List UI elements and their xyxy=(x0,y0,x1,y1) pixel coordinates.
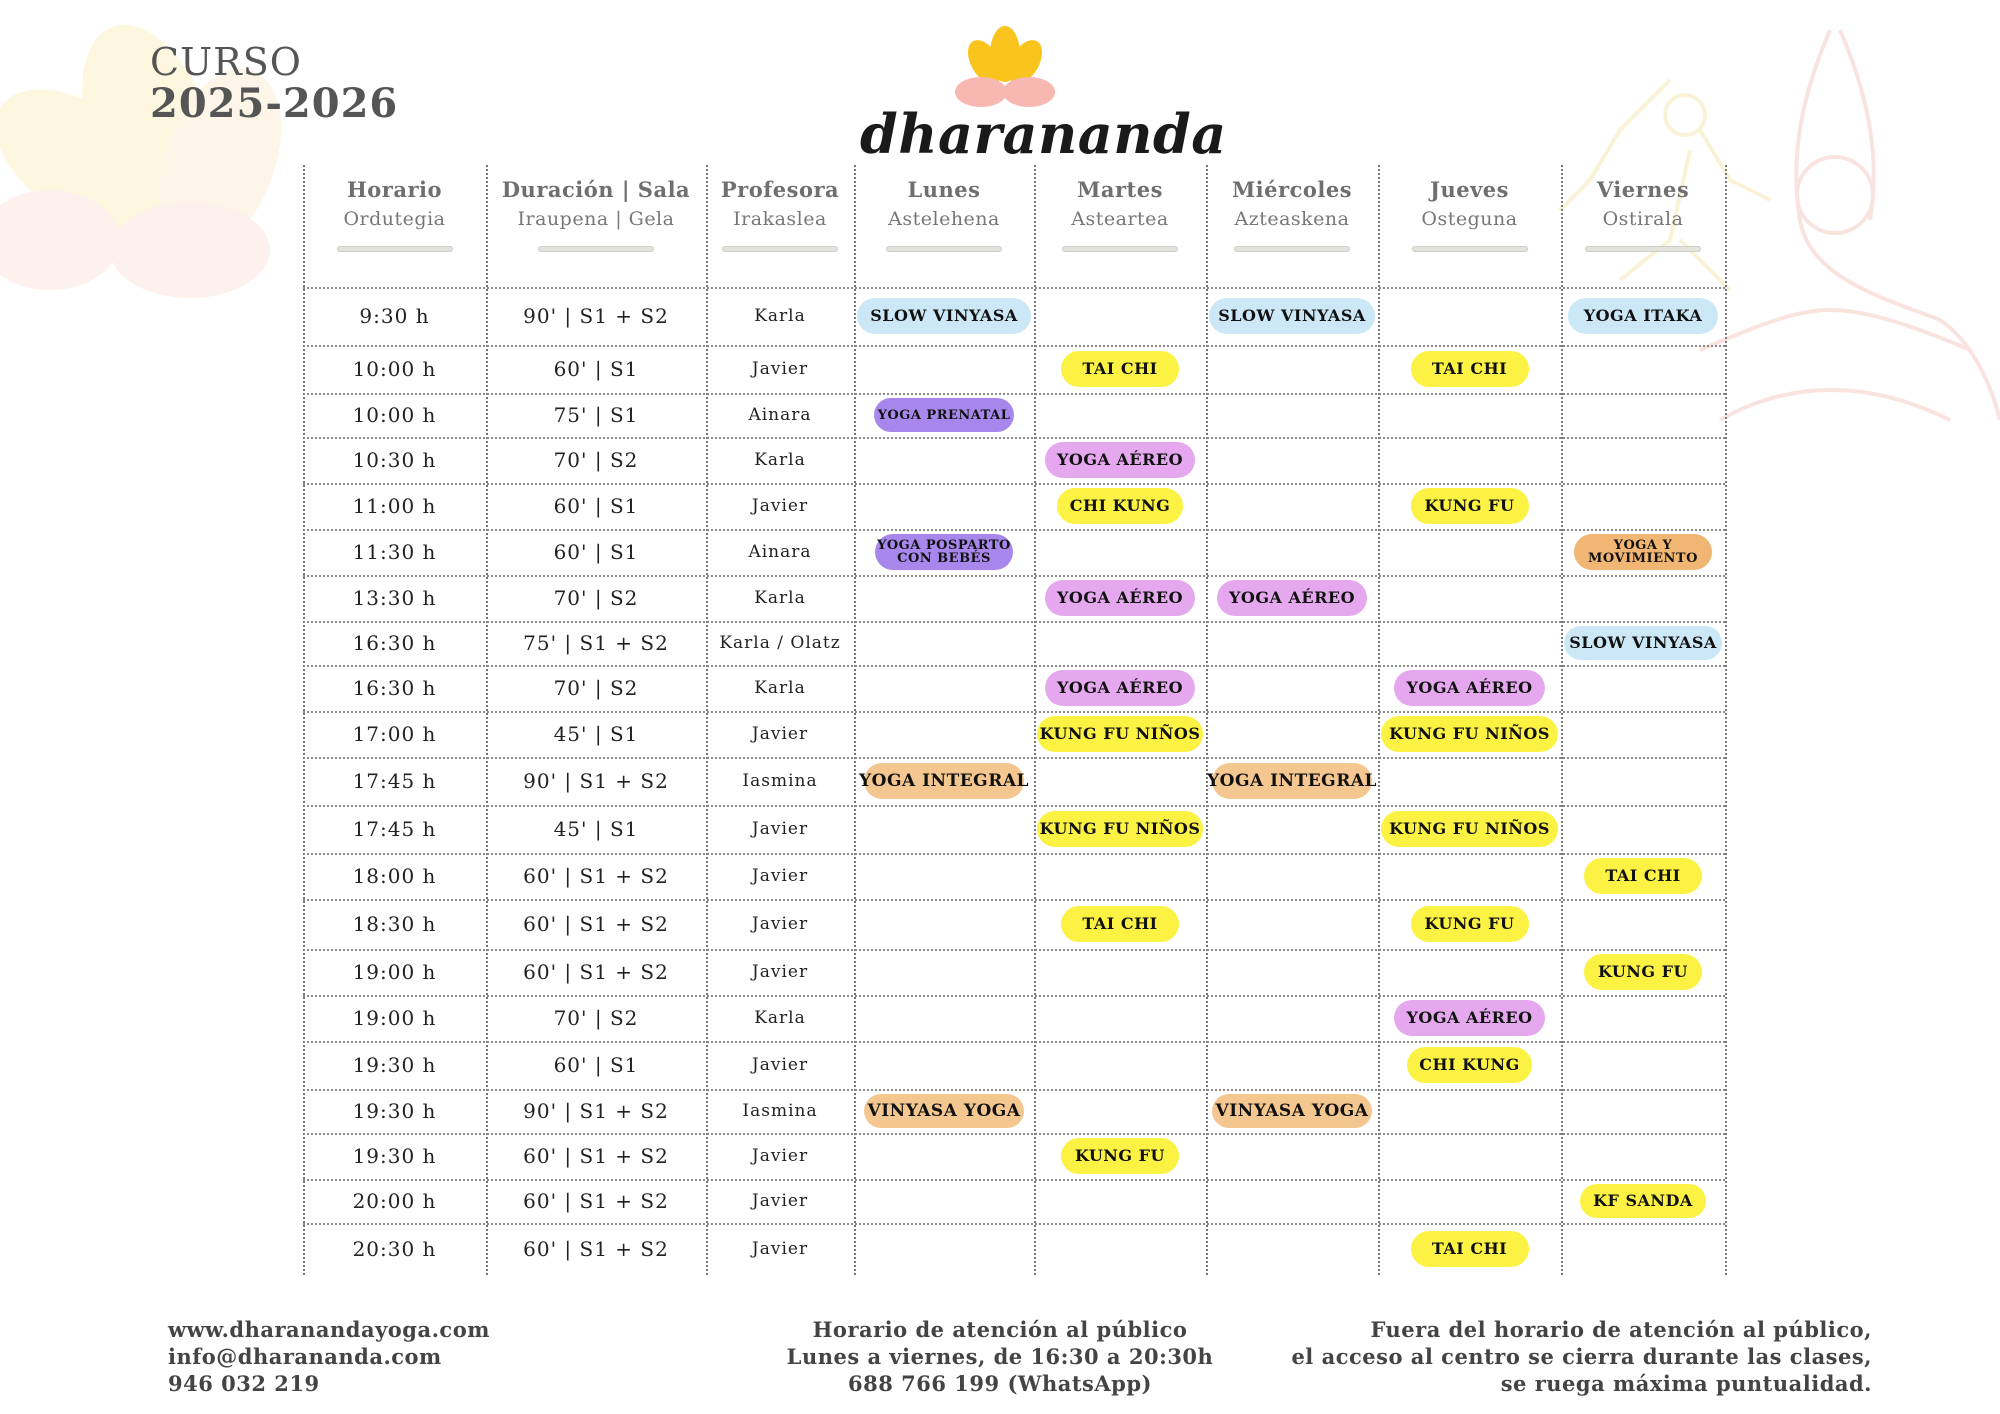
duration-cell: 60' | S1 xyxy=(553,357,639,381)
class-pill: TAI CHI xyxy=(1061,906,1179,942)
time-cell: 10:00 h xyxy=(352,357,437,381)
schedule-table xyxy=(303,165,1725,1275)
time-cell: 19:30 h xyxy=(352,1144,437,1168)
duration-cell: 45' | S1 xyxy=(553,817,639,841)
duration-cell: 75' | S1 xyxy=(553,403,639,427)
class-pill: KUNG FU NIÑOS xyxy=(1037,716,1203,752)
column-header-title: Horario xyxy=(346,177,443,202)
class-pill: VINYASA YOGA xyxy=(1212,1094,1372,1128)
duration-cell: 70' | S2 xyxy=(553,448,639,472)
duration-cell: 70' | S2 xyxy=(553,586,639,610)
column-header-underline xyxy=(1234,246,1350,252)
teacher-cell: Javier xyxy=(751,496,809,516)
duration-cell: 60' | S1 + S2 xyxy=(523,912,669,936)
column-header-subtitle: Osteguna xyxy=(1421,208,1518,230)
footer-phone: 946 032 219 xyxy=(168,1371,320,1396)
time-cell: 16:30 h xyxy=(352,676,437,700)
column-header-title: Miércoles xyxy=(1231,177,1353,202)
class-pill: KUNG FU xyxy=(1061,1138,1179,1174)
duration-cell: 70' | S2 xyxy=(553,676,639,700)
time-cell: 11:00 h xyxy=(352,494,437,518)
column-header xyxy=(706,177,854,252)
time-cell: 11:30 h xyxy=(352,540,437,564)
footer-website[interactable]: www.dharanandayoga.com xyxy=(168,1317,490,1342)
column-header xyxy=(486,177,706,252)
footer-notice-line-2: el acceso al centro se cierra durante las clases, xyxy=(1291,1344,1872,1369)
time-cell: 18:00 h xyxy=(352,864,437,888)
duration-cell: 60' | S1 + S2 xyxy=(523,1237,669,1261)
class-pill: SLOW VINYASA xyxy=(857,298,1031,334)
class-pill: KUNG FU NIÑOS xyxy=(1037,811,1203,847)
brand-logo xyxy=(860,18,1227,166)
footer-hours-title: Horario de atención al público xyxy=(812,1317,1188,1342)
teacher-cell: Javier xyxy=(751,1055,809,1075)
class-pill: YOGA Y MOVIMIENTO xyxy=(1574,534,1712,570)
time-cell: 17:45 h xyxy=(352,769,437,793)
teacher-cell: Iasmina xyxy=(742,771,818,791)
class-pill: YOGA POSPARTO CON BEBÉS xyxy=(875,534,1013,570)
class-pill: TAI CHI xyxy=(1411,351,1529,387)
teacher-cell: Javier xyxy=(751,819,809,839)
time-cell: 17:45 h xyxy=(352,817,437,841)
duration-cell: 90' | S1 + S2 xyxy=(523,1099,669,1123)
course-label: CURSO xyxy=(150,40,302,84)
teacher-cell: Ainara xyxy=(748,542,812,562)
class-pill: YOGA AÉREO xyxy=(1394,670,1545,706)
duration-cell: 60' | S1 + S2 xyxy=(523,864,669,888)
class-pill: SLOW VINYASA xyxy=(1209,298,1375,334)
duration-cell: 45' | S1 xyxy=(553,722,639,746)
teacher-cell: Karla xyxy=(754,678,806,698)
class-pill: YOGA INTEGRAL xyxy=(864,763,1024,799)
teacher-cell: Karla / Olatz xyxy=(719,633,841,653)
column-header xyxy=(854,177,1034,252)
class-pill: YOGA AÉREO xyxy=(1217,580,1368,616)
footer-whatsapp: 688 766 199 (WhatsApp) xyxy=(848,1371,1152,1396)
column-divider xyxy=(1725,165,1727,1275)
column-header-subtitle: Ordutegia xyxy=(343,208,446,230)
teacher-cell: Javier xyxy=(751,1146,809,1166)
teacher-cell: Javier xyxy=(751,1191,809,1211)
class-pill: YOGA ITAKA xyxy=(1568,298,1719,334)
class-pill: TAI CHI xyxy=(1411,1231,1529,1267)
column-header-subtitle: Iraupena | Gela xyxy=(517,208,675,230)
teacher-cell: Javier xyxy=(751,724,809,744)
class-pill: TAI CHI xyxy=(1584,858,1702,894)
class-pill: YOGA AÉREO xyxy=(1045,442,1196,478)
column-header xyxy=(1034,177,1206,252)
duration-cell: 60' | S1 xyxy=(553,540,639,564)
class-pill: SLOW VINYASA xyxy=(1564,626,1722,660)
class-pill: KF SANDA xyxy=(1580,1184,1706,1218)
column-header-subtitle: Azteaskena xyxy=(1234,208,1350,230)
duration-cell: 90' | S1 + S2 xyxy=(523,769,669,793)
duration-cell: 60' | S1 + S2 xyxy=(523,1189,669,1213)
teacher-cell: Karla xyxy=(754,588,806,608)
column-header-title: Martes xyxy=(1077,177,1163,202)
column-header xyxy=(303,177,486,252)
time-cell: 20:30 h xyxy=(352,1237,437,1261)
time-cell: 9:30 h xyxy=(359,304,430,328)
teacher-cell: Karla xyxy=(754,306,806,326)
class-pill: YOGA AÉREO xyxy=(1045,670,1196,706)
column-divider xyxy=(854,165,856,1275)
teacher-cell: Iasmina xyxy=(742,1101,818,1121)
class-pill: KUNG FU xyxy=(1584,954,1702,990)
footer-notice-line-1: Fuera del horario de atención al público, xyxy=(1370,1317,1872,1342)
time-cell: 10:00 h xyxy=(352,403,437,427)
column-header-subtitle: Asteartea xyxy=(1071,208,1169,230)
column-header-underline xyxy=(1062,246,1178,252)
class-pill: CHI KUNG xyxy=(1057,488,1183,524)
class-pill: YOGA PRENATAL xyxy=(874,398,1014,432)
column-divider xyxy=(1378,165,1380,1275)
column-divider xyxy=(1034,165,1036,1275)
column-header-title: Viernes xyxy=(1596,177,1690,202)
time-cell: 13:30 h xyxy=(352,586,437,610)
column-divider xyxy=(1561,165,1563,1275)
duration-cell: 90' | S1 + S2 xyxy=(523,304,669,328)
class-pill: KUNG FU NIÑOS xyxy=(1381,811,1558,847)
column-header-underline xyxy=(1412,246,1528,252)
time-cell: 20:00 h xyxy=(352,1189,437,1213)
teacher-cell: Ainara xyxy=(748,405,812,425)
course-year: 2025-2026 xyxy=(150,80,399,127)
column-header-underline xyxy=(538,246,654,252)
footer-notice-line-3: se ruega máxima puntualidad. xyxy=(1500,1371,1872,1396)
teacher-cell: Javier xyxy=(751,1239,809,1259)
class-pill: KUNG FU xyxy=(1411,488,1529,524)
column-header-title: Lunes xyxy=(907,177,981,202)
class-pill: TAI CHI xyxy=(1061,351,1179,387)
teacher-cell: Javier xyxy=(751,866,809,886)
column-header-underline xyxy=(722,246,838,252)
class-pill: YOGA AÉREO xyxy=(1394,1000,1545,1036)
column-header xyxy=(1561,177,1725,252)
teacher-cell: Javier xyxy=(751,962,809,982)
class-pill: VINYASA YOGA xyxy=(864,1094,1024,1128)
brand-name: dharananda xyxy=(860,102,1227,166)
time-cell: 19:30 h xyxy=(352,1053,437,1077)
column-header xyxy=(1378,177,1561,252)
teacher-cell: Karla xyxy=(754,1008,806,1028)
time-cell: 19:00 h xyxy=(352,1006,437,1030)
column-header-underline xyxy=(1585,246,1701,252)
time-cell: 19:00 h xyxy=(352,960,437,984)
class-pill: YOGA AÉREO xyxy=(1045,580,1196,616)
column-header-subtitle: Astelehena xyxy=(888,208,1000,230)
teacher-cell: Javier xyxy=(751,359,809,379)
duration-cell: 60' | S1 xyxy=(553,494,639,518)
duration-cell: 60' | S1 xyxy=(553,1053,639,1077)
class-pill: YOGA INTEGRAL xyxy=(1212,763,1372,799)
column-header-underline xyxy=(337,246,453,252)
time-cell: 16:30 h xyxy=(352,631,437,655)
course-heading xyxy=(150,40,398,127)
column-header-title: Duración | Sala xyxy=(501,177,691,202)
time-cell: 18:30 h xyxy=(352,912,437,936)
duration-cell: 75' | S1 + S2 xyxy=(523,631,669,655)
teacher-cell: Karla xyxy=(754,450,806,470)
column-header-title: Jueves xyxy=(1430,177,1509,202)
time-cell: 17:00 h xyxy=(352,722,437,746)
teacher-cell: Javier xyxy=(751,914,809,934)
footer-contact xyxy=(168,1316,490,1397)
time-cell: 19:30 h xyxy=(352,1099,437,1123)
class-pill: CHI KUNG xyxy=(1407,1047,1533,1083)
footer-notice xyxy=(1272,1316,1872,1397)
footer-email[interactable]: info@dharananda.com xyxy=(168,1344,442,1369)
lotus-logo-icon xyxy=(945,18,1065,110)
column-header xyxy=(1206,177,1378,252)
class-pill: KUNG FU xyxy=(1411,906,1529,942)
footer-hours-days: Lunes a viernes, de 16:30 a 20:30h xyxy=(786,1344,1214,1369)
column-divider xyxy=(1206,165,1208,1275)
column-header-subtitle: Ostirala xyxy=(1602,208,1684,230)
footer-hours xyxy=(700,1316,1300,1397)
time-cell: 10:30 h xyxy=(352,448,437,472)
duration-cell: 60' | S1 + S2 xyxy=(523,960,669,984)
class-pill: KUNG FU NIÑOS xyxy=(1381,716,1558,752)
duration-cell: 70' | S2 xyxy=(553,1006,639,1030)
column-header-subtitle: Irakaslea xyxy=(733,208,827,230)
duration-cell: 60' | S1 + S2 xyxy=(523,1144,669,1168)
column-header-title: Profesora xyxy=(720,177,840,202)
column-header-underline xyxy=(886,246,1002,252)
